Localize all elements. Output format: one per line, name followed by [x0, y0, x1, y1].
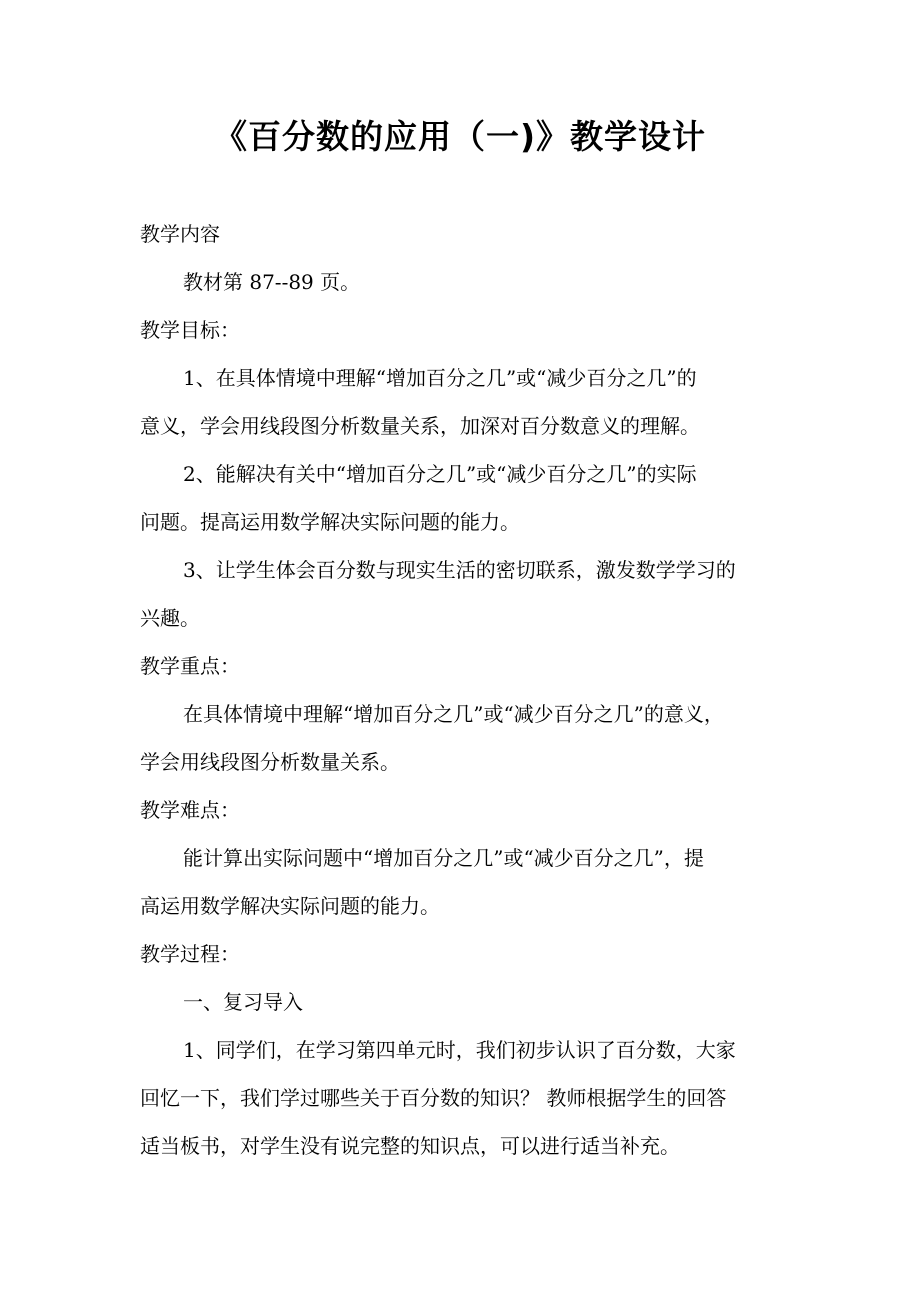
text-line: 问题。提高运用数学解决实际问题的能力。: [140, 510, 520, 534]
document-title: 《百分数的应用（一)》教学设计: [213, 117, 707, 156]
document-body: [140, 210, 790, 1170]
text-line: 学会用线段图分析数量关系。: [140, 750, 400, 774]
text-line: 意义，学会用线段图分析数量关系，加深对百分数意义的理解。: [140, 414, 700, 438]
text-line: 3、让学生体会百分数与现实生活的密切联系，激发数学学习的: [183, 558, 736, 582]
text-line: 2、能解决有关中“增加百分之几”或“减少百分之几”的实际: [183, 462, 697, 486]
text-line: 适当板书，对学生没有说完整的知识点，可以进行适当补充。: [140, 1134, 680, 1158]
text-line: 1、在具体情境中理解“增加百分之几”或“减少百分之几”的: [183, 366, 697, 390]
text-line: 教学内容: [140, 222, 220, 246]
text-line: 回忆一下，我们学过哪些关于百分数的知识？ 教师根据学生的回答: [140, 1086, 727, 1110]
text-line: 教学重点：: [140, 654, 240, 678]
text-line: 教学过程：: [140, 942, 240, 966]
text-line: 一、复习导入: [183, 990, 303, 1014]
text-line: 能计算出实际问题中“增加百分之几”或“减少百分之几”，提: [183, 846, 704, 870]
text-line: 兴趣。: [140, 606, 200, 630]
text-line: 教学难点：: [140, 798, 240, 822]
text-line: 1、同学们，在学习第四单元时，我们初步认识了百分数，大家: [183, 1038, 736, 1062]
text-line: 在具体情境中理解“增加百分之几”或“减少百分之几”的意义，: [183, 702, 724, 726]
text-line: 教学目标：: [140, 318, 240, 342]
text-line: 高运用数学解决实际问题的能力。: [140, 894, 440, 918]
text-line: 教材第 87--89 页。: [183, 270, 361, 294]
